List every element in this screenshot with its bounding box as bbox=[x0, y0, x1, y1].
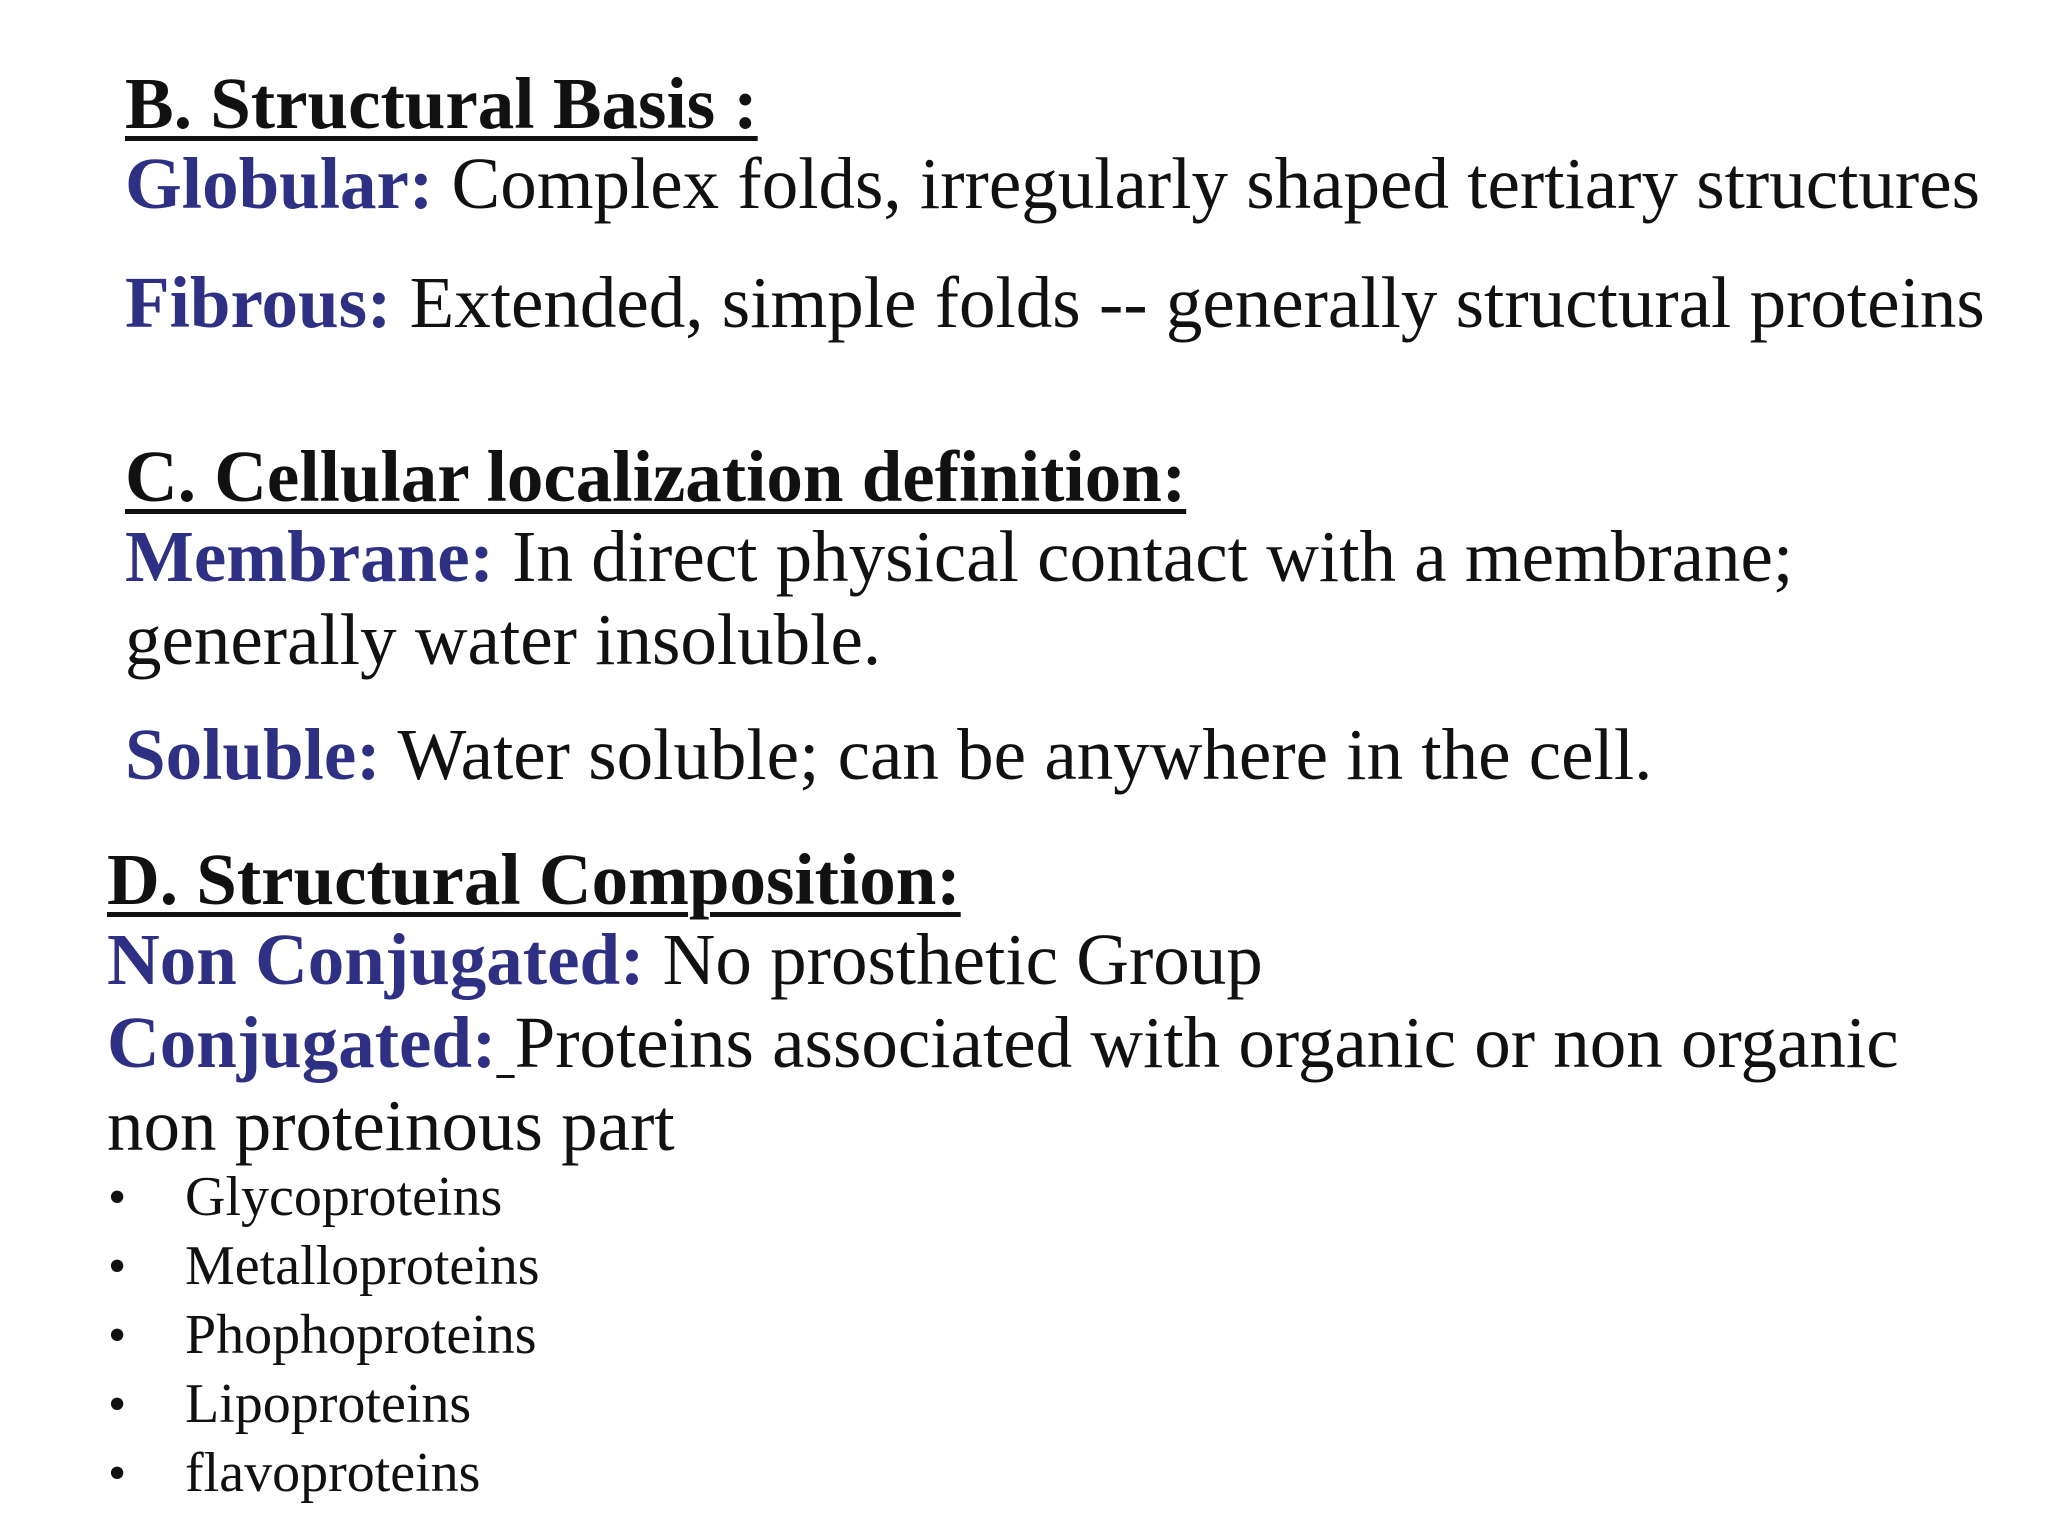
list-item-label: Metalloproteins bbox=[185, 1235, 540, 1297]
list-item-label: Glycoproteins bbox=[185, 1166, 503, 1228]
membrane-item bbox=[125, 516, 1794, 597]
soluble-term: Soluble: bbox=[125, 714, 381, 795]
list-item-label: Phophoproteins bbox=[185, 1304, 537, 1366]
section-c-heading: C. Cellular localization definition: bbox=[125, 436, 1187, 517]
list-item-label: flavoproteins bbox=[185, 1442, 481, 1504]
soluble-item bbox=[125, 714, 1653, 795]
conjugated-description-continued: non proteinous part bbox=[107, 1085, 675, 1166]
bullet-icon: • bbox=[108, 1307, 127, 1364]
section-d-heading: D. Structural Composition: bbox=[107, 839, 961, 920]
membrane-description: In direct physical contact with a membrane; bbox=[493, 516, 1794, 597]
non-conjugated-item bbox=[107, 919, 1263, 1000]
fibrous-term: Fibrous: bbox=[125, 262, 392, 343]
membrane-term: Membrane: bbox=[125, 516, 494, 597]
bullet-icon: • bbox=[108, 1169, 127, 1226]
conjugated-term: Conjugated: bbox=[107, 1002, 497, 1083]
list-item-label: Lipoproteins bbox=[185, 1373, 472, 1435]
non-conjugated-description: No prosthetic Group bbox=[644, 919, 1263, 1000]
section-b-heading: B. Structural Basis : bbox=[125, 63, 758, 144]
fibrous-description: Extended, simple folds -- generally structural proteins bbox=[391, 262, 1985, 343]
conjugated-item bbox=[107, 1002, 1899, 1083]
conjugated-description: Proteins associated with organic or non organic bbox=[514, 1002, 1899, 1083]
conjugated-underlined-space bbox=[496, 1002, 514, 1083]
globular-term: Globular: bbox=[125, 143, 434, 224]
bullet-icon: • bbox=[108, 1445, 127, 1502]
bullet-icon: • bbox=[108, 1376, 127, 1433]
bullet-icon: • bbox=[108, 1238, 127, 1295]
fibrous-item bbox=[125, 262, 1985, 343]
globular-description: Complex folds, irregularly shaped tertiary structures bbox=[433, 143, 1981, 224]
globular-item bbox=[125, 143, 1981, 224]
membrane-description-continued: generally water insoluble. bbox=[125, 599, 882, 680]
non-conjugated-term: Non Conjugated: bbox=[107, 919, 645, 1000]
soluble-description: Water soluble; can be anywhere in the cell. bbox=[380, 714, 1653, 795]
